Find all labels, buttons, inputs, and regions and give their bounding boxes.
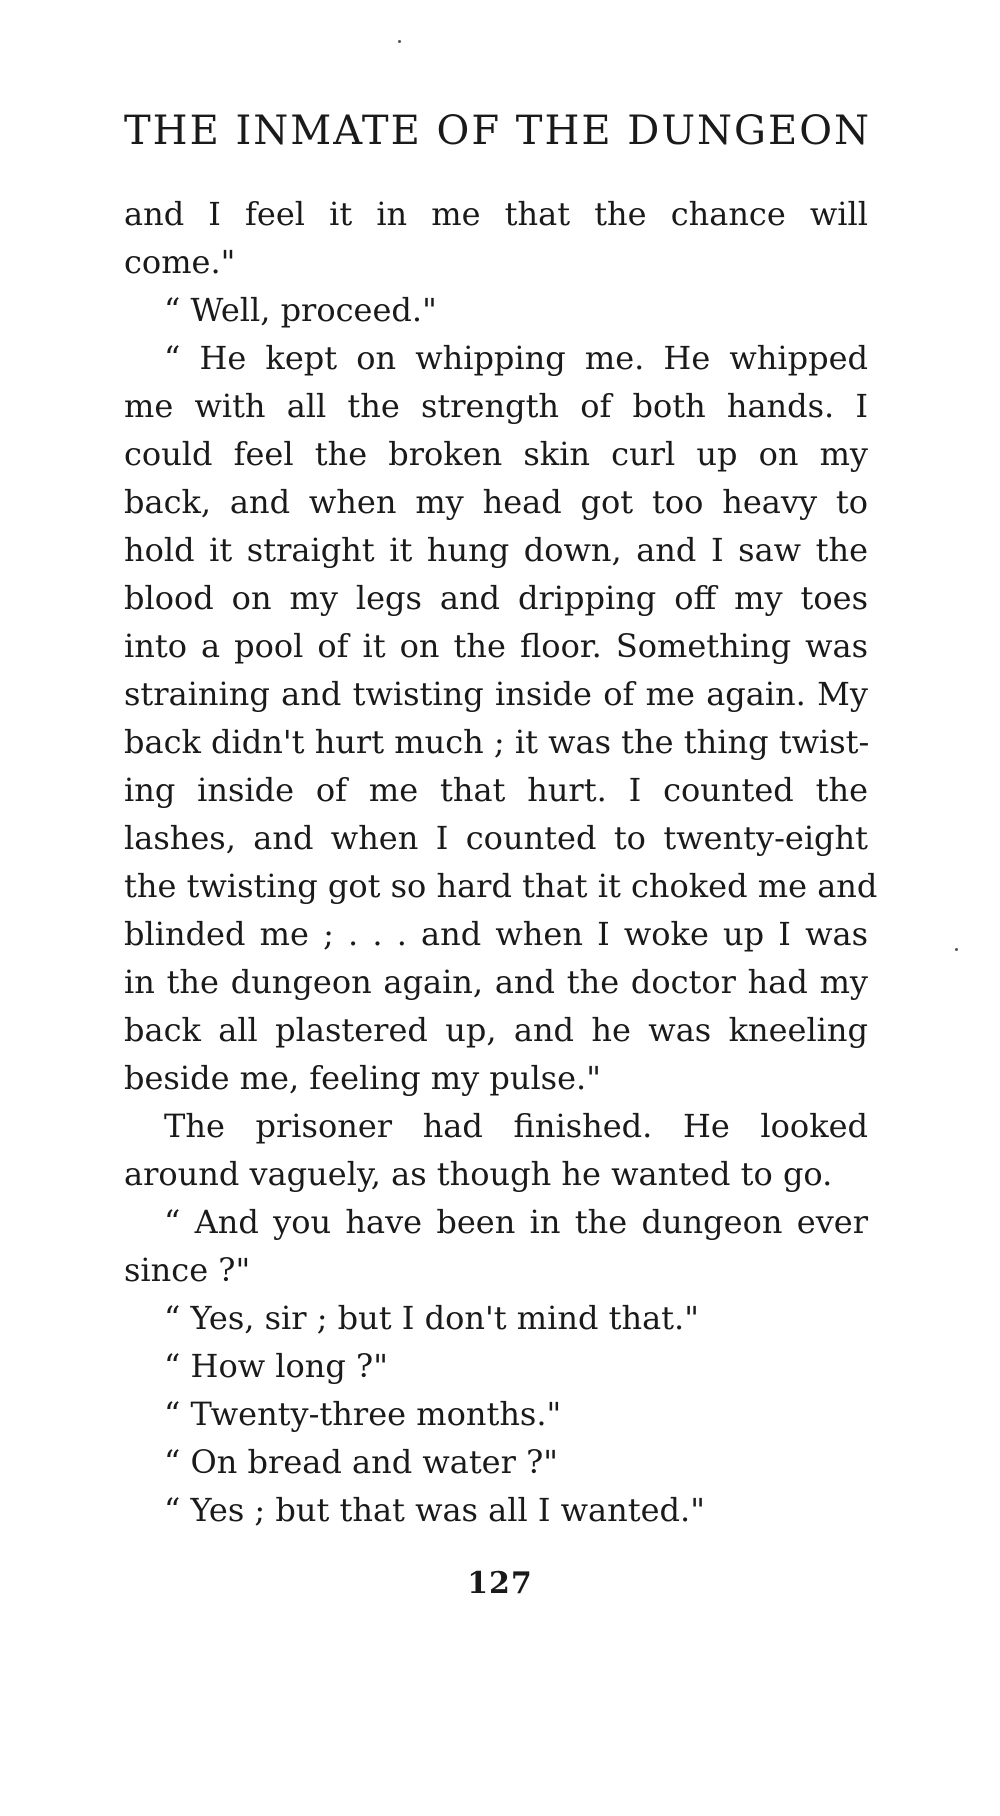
text-line: lashes, and when I counted to twenty-eight bbox=[124, 819, 868, 857]
text-line: “ Twenty-three months." bbox=[164, 1395, 562, 1433]
text-line: could feel the broken skin curl up on my bbox=[124, 435, 868, 473]
text-line: “ How long ?" bbox=[164, 1347, 388, 1385]
text-line: come." bbox=[124, 243, 236, 281]
text-line: into a pool of it on the floor. Something was bbox=[124, 627, 868, 665]
text-line: “ And you have been in the dungeon ever bbox=[164, 1203, 868, 1241]
text-line: the twisting got so hard that it choked me and bbox=[124, 867, 878, 905]
text-line: “ Yes, sir ; but I don't mind that." bbox=[164, 1299, 699, 1337]
text-line: blood on my legs and dripping off my toes bbox=[124, 579, 868, 617]
running-head: THE INMATE OF THE DUNGEON bbox=[124, 108, 871, 154]
text-line: in the dungeon again, and the doctor had my bbox=[124, 963, 868, 1001]
text-line: since ?" bbox=[124, 1251, 251, 1289]
scan-speck-right bbox=[955, 948, 958, 951]
page-number: 127 bbox=[467, 1566, 533, 1601]
text-line: back, and when my head got too heavy to bbox=[124, 483, 868, 521]
text-line: and I feel it in me that the chance will bbox=[124, 195, 868, 233]
text-line: “ On bread and water ?" bbox=[164, 1443, 558, 1481]
text-line: back didn't hurt much ; it was the thing twist- bbox=[124, 723, 870, 761]
text-line: back all plastered up, and he was kneeling bbox=[124, 1011, 868, 1049]
text-line: around vaguely, as though he wanted to go. bbox=[124, 1155, 833, 1193]
text-line: hold it straight it hung down, and I saw the bbox=[124, 531, 868, 569]
text-line: blinded me ; . . . and when I woke up I was bbox=[124, 915, 868, 953]
text-line: ing inside of me that hurt. I counted the bbox=[124, 771, 868, 809]
text-line: “ Well, proceed." bbox=[164, 291, 437, 329]
text-line: me with all the strength of both hands. I bbox=[124, 387, 868, 425]
text-line: straining and twisting inside of me again. My bbox=[124, 675, 868, 713]
text-line: The prisoner had finished. He looked bbox=[164, 1107, 868, 1145]
body-text bbox=[124, 190, 878, 1534]
scan-speck-top bbox=[398, 40, 401, 43]
text-line: beside me, feeling my pulse." bbox=[124, 1059, 601, 1097]
text-line: “ He kept on whipping me. He whipped bbox=[164, 339, 868, 377]
text-line: “ Yes ; but that was all I wanted." bbox=[164, 1491, 705, 1529]
